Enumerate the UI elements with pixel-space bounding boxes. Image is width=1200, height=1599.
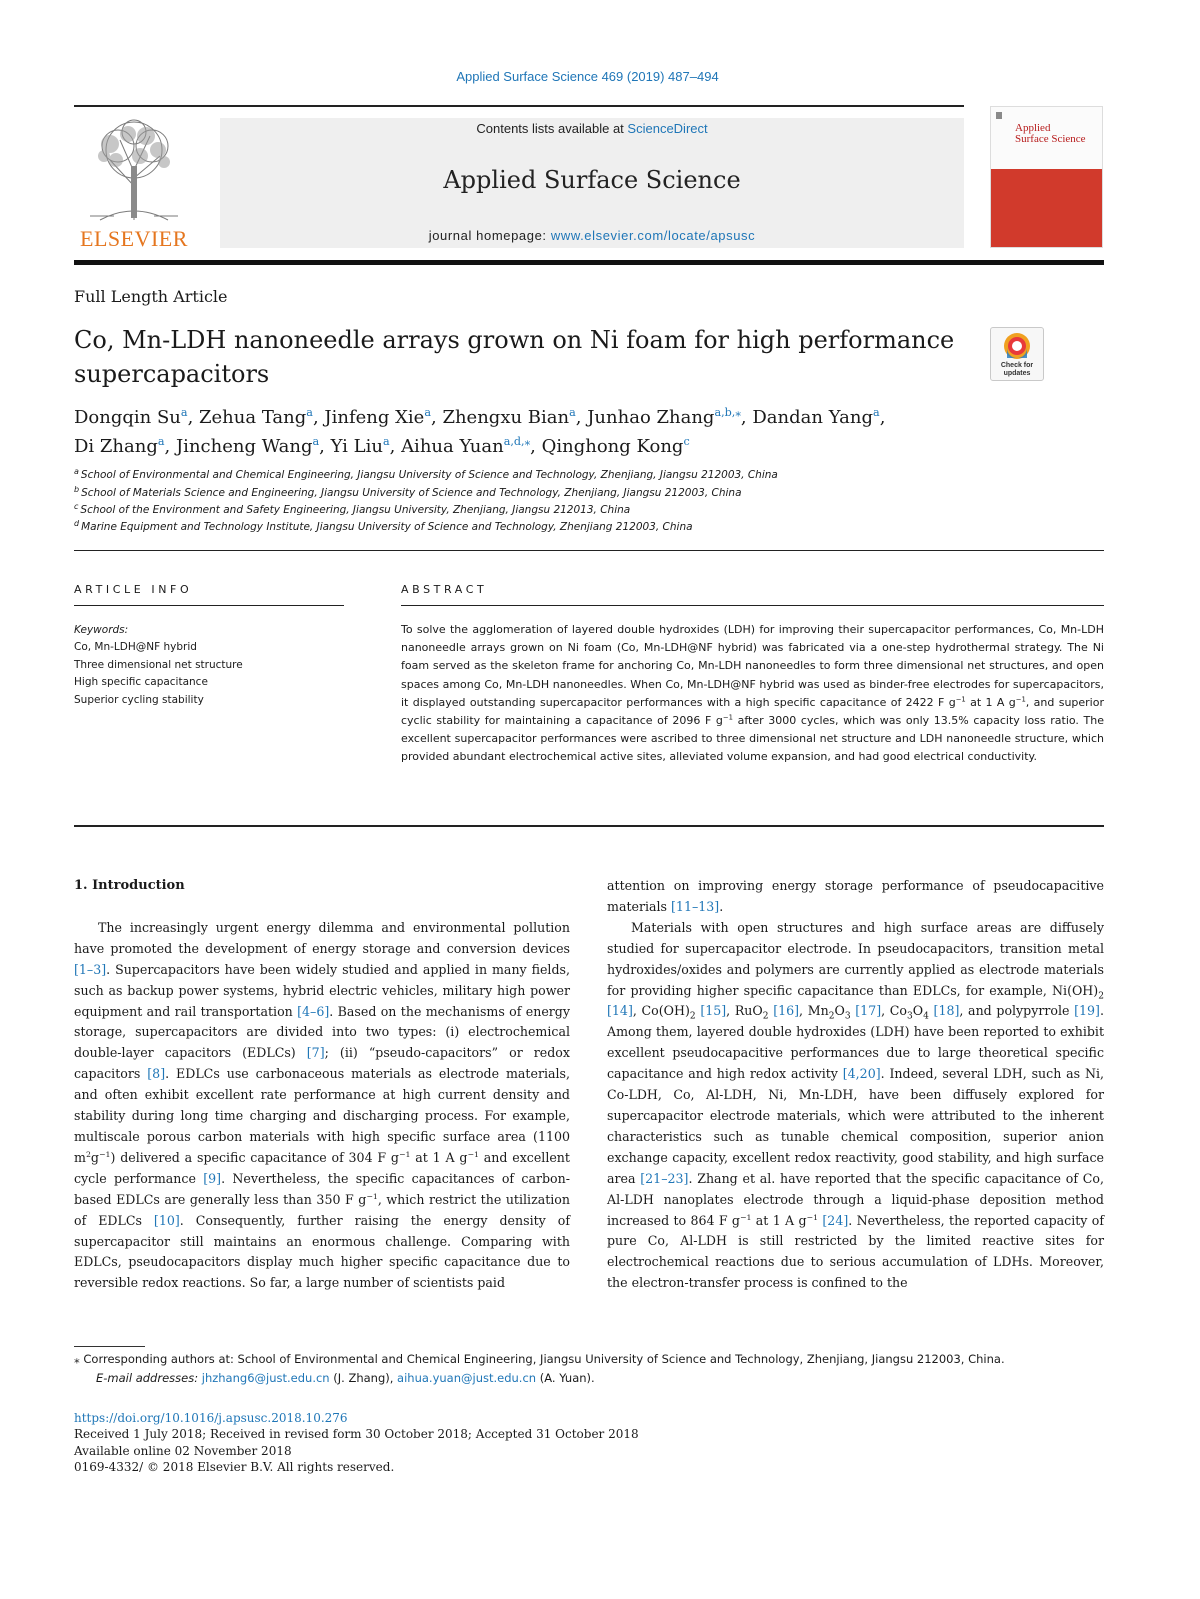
author-name[interactable]: Di Zhang <box>74 436 158 457</box>
author-affiliation-mark[interactable]: a <box>873 406 880 419</box>
affiliation-item <box>74 501 1104 516</box>
affiliation-mark: b <box>74 484 80 494</box>
rule-after-affiliations <box>74 550 1104 551</box>
contents-line: Contents lists available at ScienceDirect <box>476 121 708 136</box>
author-separator: , <box>389 436 402 457</box>
author-separator: , <box>530 436 542 457</box>
journal-reference[interactable]: Applied Surface Science 469 (2019) 487–494 <box>456 69 719 84</box>
body-column-right <box>607 876 1104 1294</box>
author-affiliation-mark[interactable]: a <box>180 406 188 419</box>
cover-title: Applied Surface Science <box>1015 122 1086 145</box>
author-affiliation-mark[interactable]: a <box>157 435 165 448</box>
citation-link[interactable]: [1–3] <box>74 961 107 977</box>
affiliation-mark: a <box>74 466 79 476</box>
email-link[interactable]: jhzhang6@just.edu.cn <box>201 1371 330 1385</box>
copyright-line: 0169-4332/ © 2018 Elsevier B.V. All rights reserved. <box>74 1460 395 1475</box>
citation-link[interactable]: [24] <box>822 1212 849 1228</box>
author-name[interactable]: Jinfeng Xie <box>324 407 425 428</box>
author-affiliation-mark[interactable]: a,d,⁎ <box>503 435 531 448</box>
author-separator: , <box>164 436 176 457</box>
author-name[interactable]: Junhao Zhang <box>587 407 715 428</box>
author-separator: , <box>879 407 886 428</box>
author-affiliation-mark[interactable]: a <box>424 406 431 419</box>
author-line-1 <box>74 403 1074 432</box>
elsevier-tree-icon <box>80 116 188 224</box>
abstract-text: To solve the agglomeration of layered double hydroxides (LDH) for improving their supercapacitor performances, Co, Mn-LDH nanoneedle arrays grown on Ni foam (Co, Mn-LDH@NF hybrid) was fabricated via a one-step hydrothermal strategy. The Ni foam served as the skeleton frame for anchoring Co, Mn-LDH nanoneedles to form three dimensional net structures, and open spaces among Co, Mn-LDH nanoneedles. When Co, Mn-LDH@NF hybrid was used as binder-free electrodes for supercapacitors, it displayed outstanding supercapacitor performances with a high specific capacitance of 2422 F $g^{-1}$ at 1 A $g^{-1}$, and superior cyclic stability for maintaining a capacitance of 2096 F $g^{-1}$ after 3000 cycles, which was only 13.5% capacity loss ratio. The excellent supercapacitor performances were ascribed to three dimensional net structure and LDH nanoneedle structure, which provided abundant electrochemical active sites, alleviated volume expansion, and had good electrical conductivity. <box>401 623 1104 764</box>
section-heading-introduction: 1. Introduction <box>74 878 185 893</box>
citation-link[interactable]: [18] <box>933 1003 960 1019</box>
email-line: E-mail addresses: jhzhang6@just.edu.cn (J. Zhang), aihua.yuan@just.edu.cn (A. Yuan). <box>96 1371 595 1385</box>
doi-link[interactable]: https://doi.org/10.1016/j.apsusc.2018.10.276 <box>74 1411 348 1425</box>
received-dates: Received 1 July 2018; Received in revised form 30 October 2018; Accepted 31 October 2018 <box>74 1427 639 1442</box>
author-affiliation-mark[interactable]: a <box>569 406 576 419</box>
author-name[interactable]: Aihua Yuan <box>401 436 504 457</box>
author-separator: , <box>187 407 200 428</box>
citation-link[interactable]: [4,20] <box>842 1066 881 1082</box>
author-name[interactable]: Dandan Yang <box>752 407 874 428</box>
author-name[interactable]: Zehua Tang <box>199 407 307 428</box>
author-line-2 <box>74 432 1074 461</box>
keyword-item[interactable]: Co, Mn-LDH@NF hybrid <box>74 641 197 654</box>
affiliation-text: School of the Environment and Safety Engineering, Jiangsu University, Zhenjiang, Jiangsu 212013, China <box>80 504 631 516</box>
affiliation-item <box>74 518 1104 533</box>
article-info-heading: ARTICLE INFO <box>74 583 193 596</box>
keyword-item[interactable]: Superior cycling stability <box>74 693 204 706</box>
author-affiliation-mark[interactable]: a <box>312 435 320 448</box>
journal-cover[interactable] <box>990 106 1103 248</box>
citation-link[interactable]: [15] <box>700 1003 727 1019</box>
citation-link[interactable]: [19] <box>1074 1003 1100 1019</box>
intro-paragraph-1-cont: attention on improving energy storage performance of pseudocapacitive materials [11–13]. <box>607 878 1104 914</box>
elsevier-logo[interactable] <box>74 116 194 250</box>
cover-logo-icon <box>995 111 1007 121</box>
rule-after-abstract <box>74 825 1104 827</box>
sciencedirect-link[interactable]: ScienceDirect <box>627 121 708 136</box>
citation-link[interactable]: [7] <box>306 1045 325 1061</box>
author-affiliation-mark[interactable]: a,b,⁎ <box>714 406 741 419</box>
footnote-rule <box>74 1346 145 1347</box>
header-rule <box>74 105 964 107</box>
homepage-line: journal homepage: www.elsevier.com/locate/apsusc <box>428 228 756 243</box>
homepage-link[interactable]: www.elsevier.com/locate/apsusc <box>550 228 756 243</box>
elsevier-wordmark: ELSEVIER <box>80 226 188 251</box>
article-type: Full Length Article <box>74 287 228 306</box>
citation-link[interactable]: [14] <box>607 1003 633 1019</box>
corresponding-author-note: ⁎ Corresponding authors at: School of Environmental and Chemical Engineering, Jiangsu University of Science and Technology, Zhenjiang, Jiangsu 212003, China. <box>74 1352 1005 1366</box>
check-for-updates-label: Check for updates <box>1000 362 1034 377</box>
author-name[interactable]: Qinghong Kong <box>541 436 684 457</box>
email-link[interactable]: aihua.yuan@just.edu.cn <box>397 1371 537 1385</box>
header-thick-rule <box>74 260 1104 265</box>
body-column-left <box>74 876 570 1294</box>
journal-banner <box>220 118 964 248</box>
abstract-heading: ABSTRACT <box>401 583 488 596</box>
author-separator: , <box>319 436 331 457</box>
article-title: Co, Mn-LDH nanoneedle arrays grown on Ni foam for high performance supercapacitors <box>74 326 955 388</box>
affiliation-item <box>74 484 1104 499</box>
affiliation-mark: d <box>74 518 80 528</box>
keywords-label: Keywords: <box>74 624 129 636</box>
citation-link[interactable]: [8] <box>147 1066 166 1082</box>
author-affiliation-mark[interactable]: a <box>382 435 390 448</box>
author-name[interactable]: Dongqin Su <box>74 407 181 428</box>
author-separator: , <box>740 407 753 428</box>
keyword-item[interactable]: Three dimensional net structure <box>74 658 243 671</box>
intro-paragraph-2: Materials with open structures and high surface areas are diffusely studied for supercapacitor electrode. In pseudocapacitors, transition metal hydroxides/oxides and polymers are currently applied as electrode materials for providing higher specific capacitance than EDLCs, for example, $Ni(OH)_2$ [14], $Co(OH)_2$ [15], RuO$_2$ [16], $Mn_2O_3$ [17], $Co_3O_4$ [18], and polypyrrole [19]. Among them, layered double hydroxides (LDH) have been reported to exhibit excellent pseudocapacitive performances due to large theoretical specific capacitance and high redox activity [4,20]. Indeed, several LDH, such as Ni, Co-LDH, Co, Al-LDH, Ni, Mn-LDH, have been diffusely explored for supercapacitor electrode materials, which were attributed to the inherent characteristics such as tunable chemical composition, superior anion exchange capacity, excellent redox reactivity, good stability, and high surface area [21–23]. Zhang et al. have reported that the specific capacitance of Co, Al-LDH nanoplates electrode through a liquid-phase deposition method increased to 864 F $g^{-1}$ at 1 A $g^{-1}$ [24]. Nevertheless, the reported capacity of pure Co, Al-LDH is still restricted by the limited reactive sites for electrochemical reactions due to serious accumulation of LDHs. Moreover, the electron-transfer process is confined to the <box>607 919 1104 1291</box>
cover-color-band <box>991 169 1102 247</box>
author-list <box>74 403 1074 461</box>
journal-name: Applied Surface Science <box>443 166 741 194</box>
article-info-rule <box>74 605 344 606</box>
citation-link[interactable]: [10] <box>153 1212 180 1228</box>
author-separator: , <box>312 407 325 428</box>
affiliation-text: Marine Equipment and Technology Institute, Jiangsu University of Science and Technology, Zhenjiang 212003, China <box>81 521 693 533</box>
update-badge-icon <box>1003 332 1031 360</box>
citation-link[interactable]: [11–13] <box>671 898 720 914</box>
affiliation-item <box>74 466 1104 481</box>
citation-link[interactable]: [4–6] <box>297 1003 330 1019</box>
author-separator: , <box>575 407 588 428</box>
keyword-item[interactable]: High specific capacitance <box>74 676 208 689</box>
abstract-rule <box>401 605 1104 606</box>
author-affiliation-mark[interactable]: a <box>306 406 313 419</box>
affiliation-text: School of Materials Science and Engineering, Jiangsu University of Science and Technology, Zhenjiang, Jiangsu 212003, China <box>81 487 742 499</box>
affiliation-mark: c <box>74 501 79 511</box>
author-name[interactable]: Jincheng Wang <box>175 436 313 457</box>
author-name[interactable]: Yi Liu <box>330 436 383 457</box>
author-name[interactable]: Zhengxu Bian <box>442 407 570 428</box>
check-for-updates-button[interactable] <box>990 327 1044 381</box>
author-affiliation-mark[interactable]: c <box>683 435 690 448</box>
keywords-block <box>74 622 344 709</box>
citation-link[interactable]: [9] <box>203 1170 222 1186</box>
citation-link[interactable]: [21–23] <box>640 1170 689 1186</box>
author-separator: , <box>431 407 443 428</box>
publication-info <box>74 1410 639 1476</box>
online-date: Available online 02 November 2018 <box>74 1443 292 1458</box>
citation-link[interactable]: [16] <box>773 1003 800 1019</box>
intro-paragraph-1: The increasingly urgent energy dilemma and environmental pollution have promoted the development of energy storage and conversion devices [1–3]. Supercapacitors have been widely studied and applied in many fields, such as backup power systems, hybrid electric vehicles, military high power equipment and rail transportation [4–6]. Based on the mechanisms of energy storage, supercapacitors are divided into two types: (i) electrochemical double-layer capacitors (EDLCs) [7]; (ii) “pseudo-capacitors” or redox capacitors [8]. EDLCs use carbonaceous materials as electrode materials, and often exhibit excellent rate performance at high current density and stability during long time charging and discharging process. For example, multiscale porous carbon materials with high specific surface area (1100 $m^2g^{-1}$) delivered a specific capacitance of 304 F $g^{-1}$ at 1 A $g^{-1}$ and excellent cycle performance [9]. Nevertheless, the specific capacitances of carbon-based EDLCs are generally less than 350 F $g^{-1}$, which restrict the utilization of EDLCs [10]. Consequently, further raising the energy density of supercapacitor still maintains an enormous challenge. Comparing with EDLCs, pseudocapacitors display much higher specific capacitance due to reversible redox reactions. So far, a large number of scientists paid <box>74 919 570 1291</box>
citation-link[interactable]: [17] <box>855 1003 882 1019</box>
affiliation-text: School of Environmental and Chemical Engineering, Jiangsu University of Science and Technology, Zhenjiang, Jiangsu 212003, China <box>80 469 778 481</box>
